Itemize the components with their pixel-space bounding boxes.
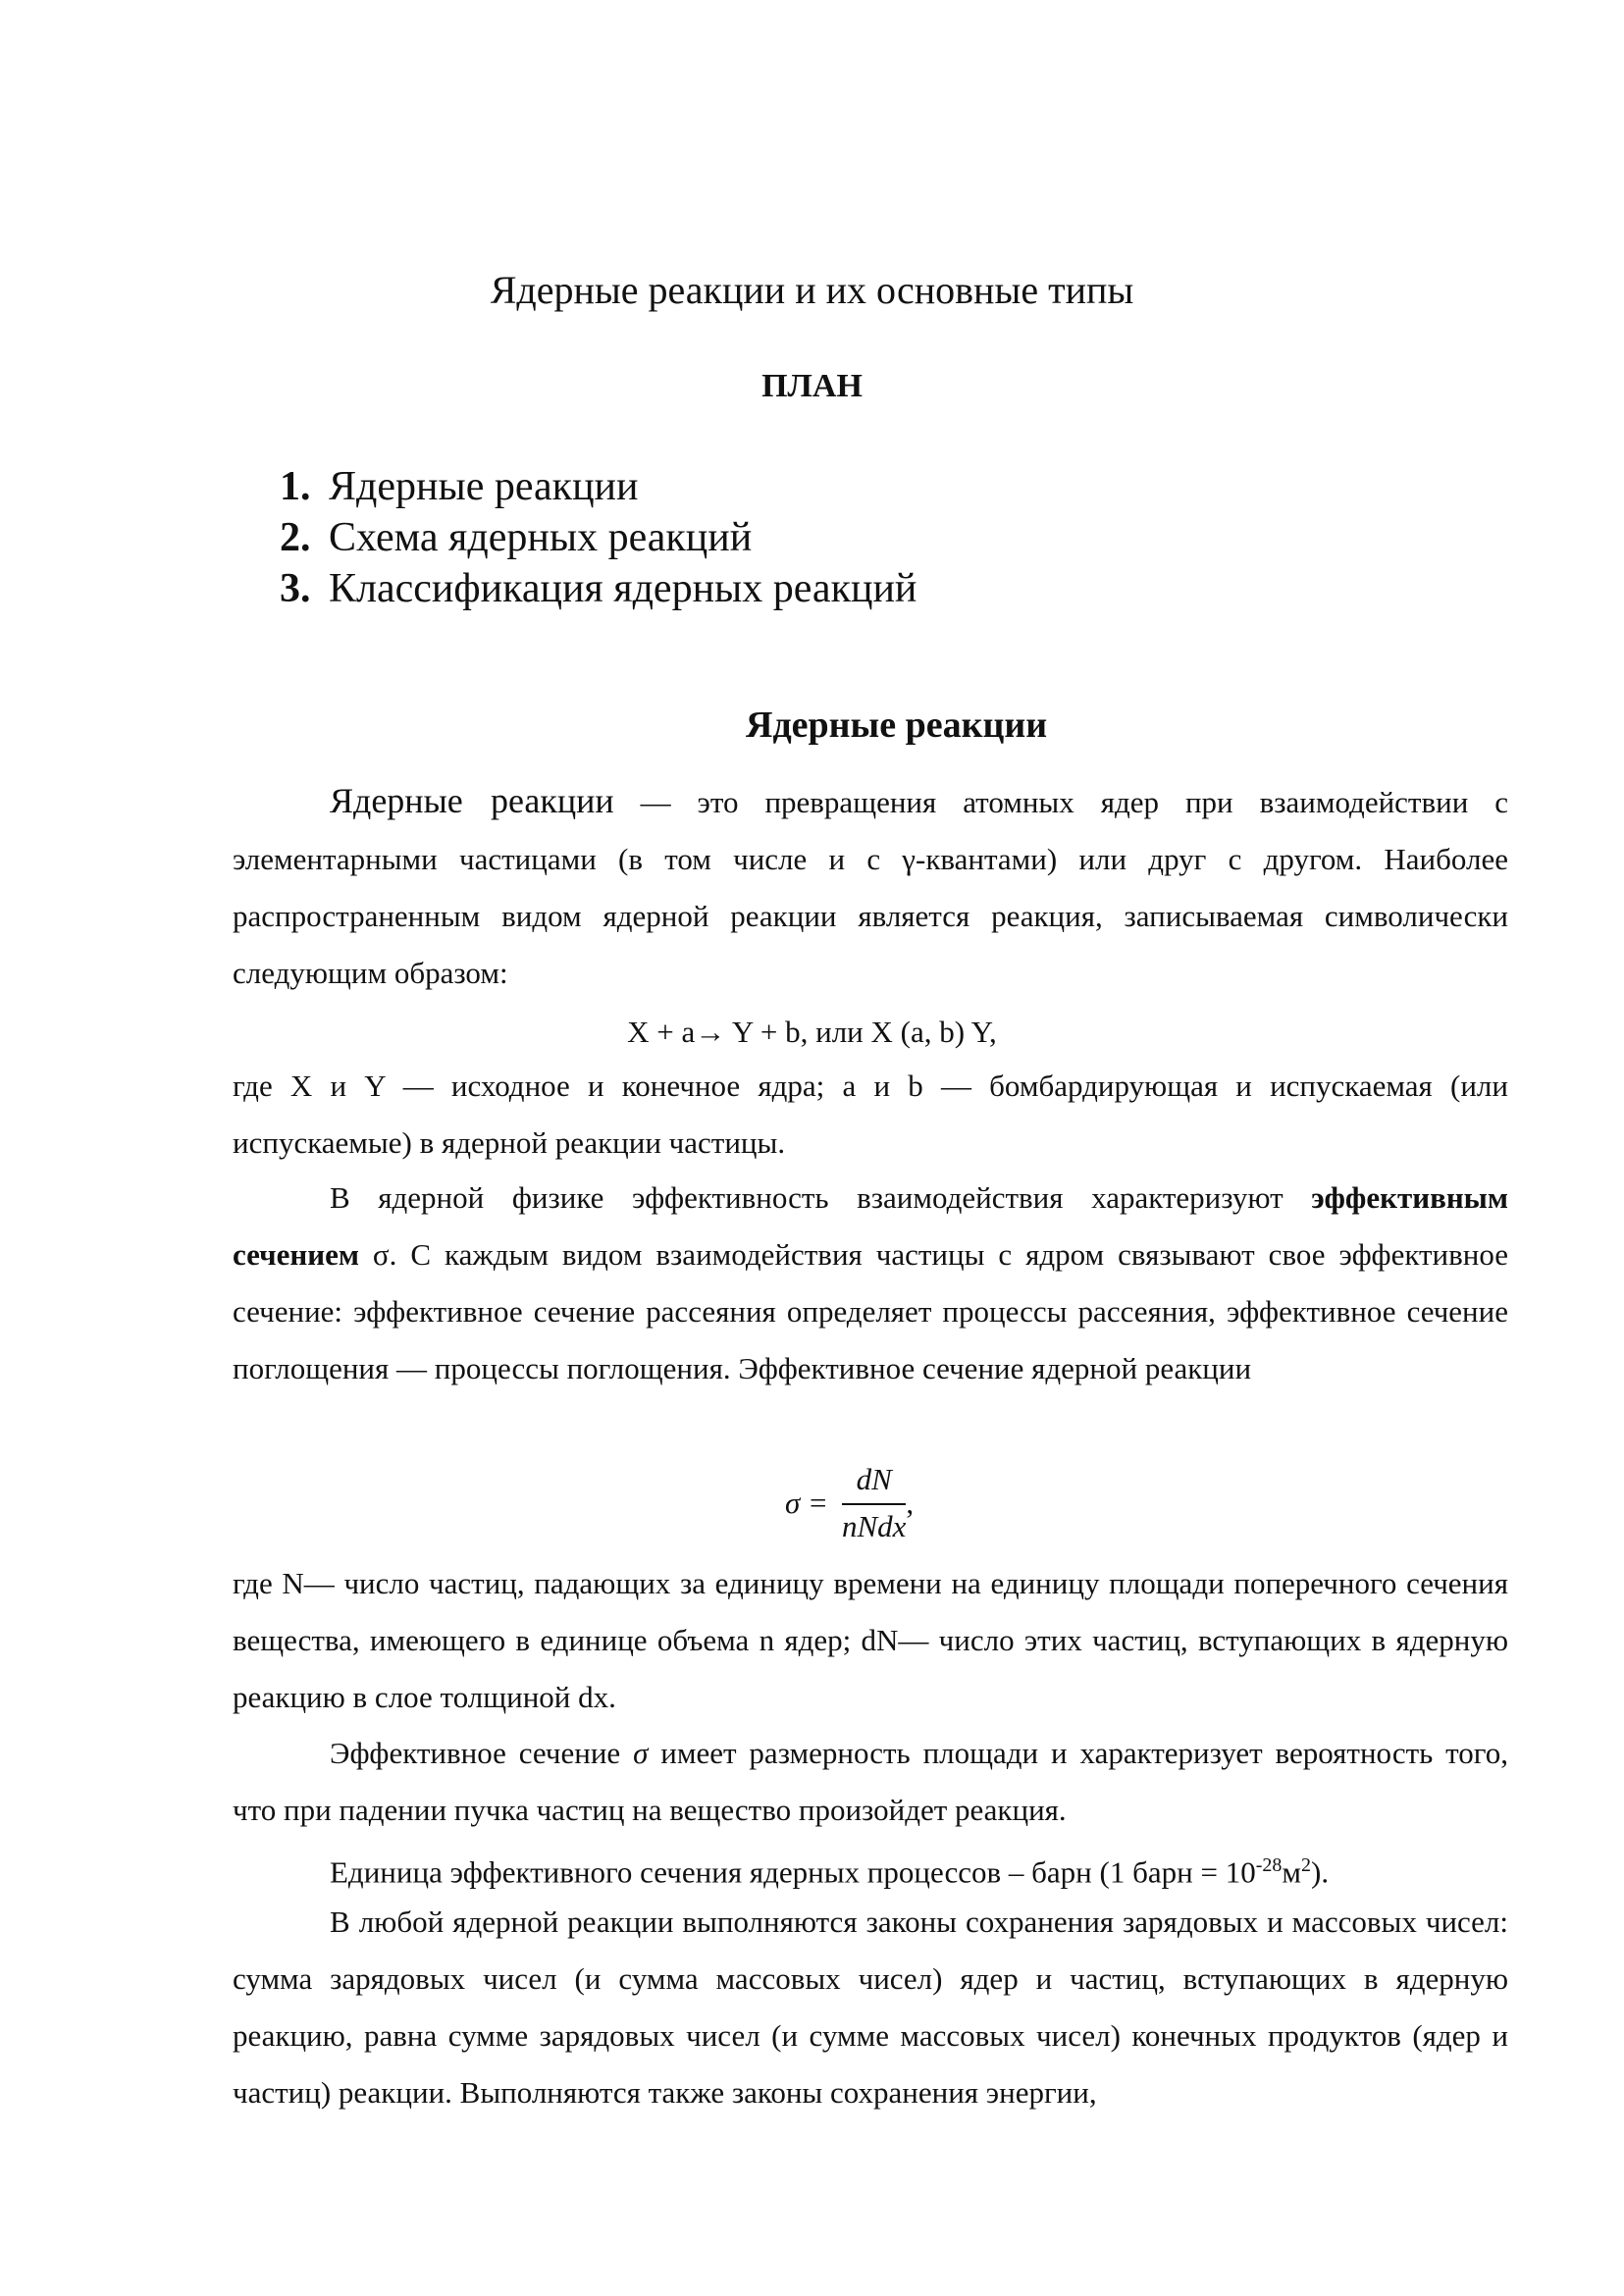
paragraph-text: м (1282, 1854, 1301, 1890)
paragraph-barn-unit (233, 1837, 1508, 1901)
plan-item-3 (280, 563, 917, 614)
plan-item-text: Ядерные реакции (329, 464, 639, 509)
plan-item-number: 1. (280, 464, 311, 509)
paragraph-conservation-laws: В любой ядерной реакции выполняются законы сохранения зарядовых и массовых чисел: сумма зарядовых чисел (и сумма массовых чисел) ядер и частиц, вступающих в ядерную реакцию, равна сумме зарядовых чисел (и сумме массовых чисел) конечных продуктов (ядер и частиц) реакции. Выполняются также законы сохранения энергии, (233, 1905, 1508, 2110)
bold-term: эффективным сечением (233, 1180, 1508, 1272)
paragraph-text: Единица эффективного сечения ядерных процессов – барн (1 барн = 10 (330, 1854, 1256, 1890)
paragraph-definition (233, 772, 1508, 1002)
plan-item-text: Классификация ядерных реакций (329, 566, 917, 611)
plan-item-text: Схема ядерных реакций (329, 515, 753, 560)
paragraph-text: Эффективное сечение (330, 1736, 634, 1770)
sigma-symbol: σ (633, 1736, 649, 1770)
plan-item-1 (280, 461, 917, 512)
defined-term: Ядерные реакции (330, 781, 614, 820)
exponent: -28 (1255, 1854, 1283, 1876)
paragraph-text: — это превращения атомных ядер при взаимодействии с элементарными частицами (в том числе и с γ-квантами) или друг с другом. Наиболее распространенным видом ядерной реакции является реакция, записываемая символически следующим образом: (233, 785, 1509, 990)
paragraph-text: имеет размерность площади и характеризует вероятность того, что при падении пучка частиц на вещество произойдет реакция. (233, 1736, 1508, 1827)
paragraph-variables: где N— число частиц, падающих за единицу времени на единицу площади поперечного сечения вещества, имеющего в единице объема n ядер; dN— число этих частиц, вступающих в ядерную реакцию в слое толщиной dx. (233, 1566, 1508, 1714)
paragraph-reaction-notation: где X и Y — исходное и конечное ядра; a и b — бомбардирующая и испускаемая (или испускаемые) в ядерной реакции частицы. (233, 1069, 1508, 1160)
plan-item-2 (280, 512, 917, 563)
formula-lhs: σ = (785, 1486, 828, 1520)
formula-numerator: dN (842, 1460, 906, 1505)
sigma-formula (785, 1460, 914, 1546)
formula-fraction (842, 1460, 906, 1546)
paragraph-dimension (233, 1725, 1508, 1839)
paragraph-text: ). (1311, 1854, 1330, 1890)
paragraph-text: В ядерной физике эффективность взаимодействия характеризуют (330, 1180, 1312, 1215)
exponent: 2 (1301, 1854, 1311, 1876)
paragraph-text: σ. С каждым видом взаимодействия частицы с ядром связывают свое эффективное сечение: эффективное сечение рассеяния определяет процессы рассеяния, эффективное сечение поглощения — процессы поглощения. Эффективное сечение ядерной реакции (233, 1237, 1508, 1385)
plan-item-number: 2. (280, 515, 311, 560)
reaction-formula: X + a→ Y + b, или X (a, b) Y, (627, 1015, 997, 1049)
plan-heading: ПЛАН (761, 368, 863, 404)
formula-comma: , (906, 1486, 915, 1520)
document-title: Ядерные реакции и их основные типы (490, 268, 1134, 312)
plan-list (280, 461, 917, 614)
formula-denominator: nNdx (841, 1509, 907, 1543)
paragraph-cross-section (233, 1170, 1508, 1397)
section-heading: Ядерные реакции (746, 704, 1048, 746)
plan-item-number: 3. (280, 566, 311, 611)
